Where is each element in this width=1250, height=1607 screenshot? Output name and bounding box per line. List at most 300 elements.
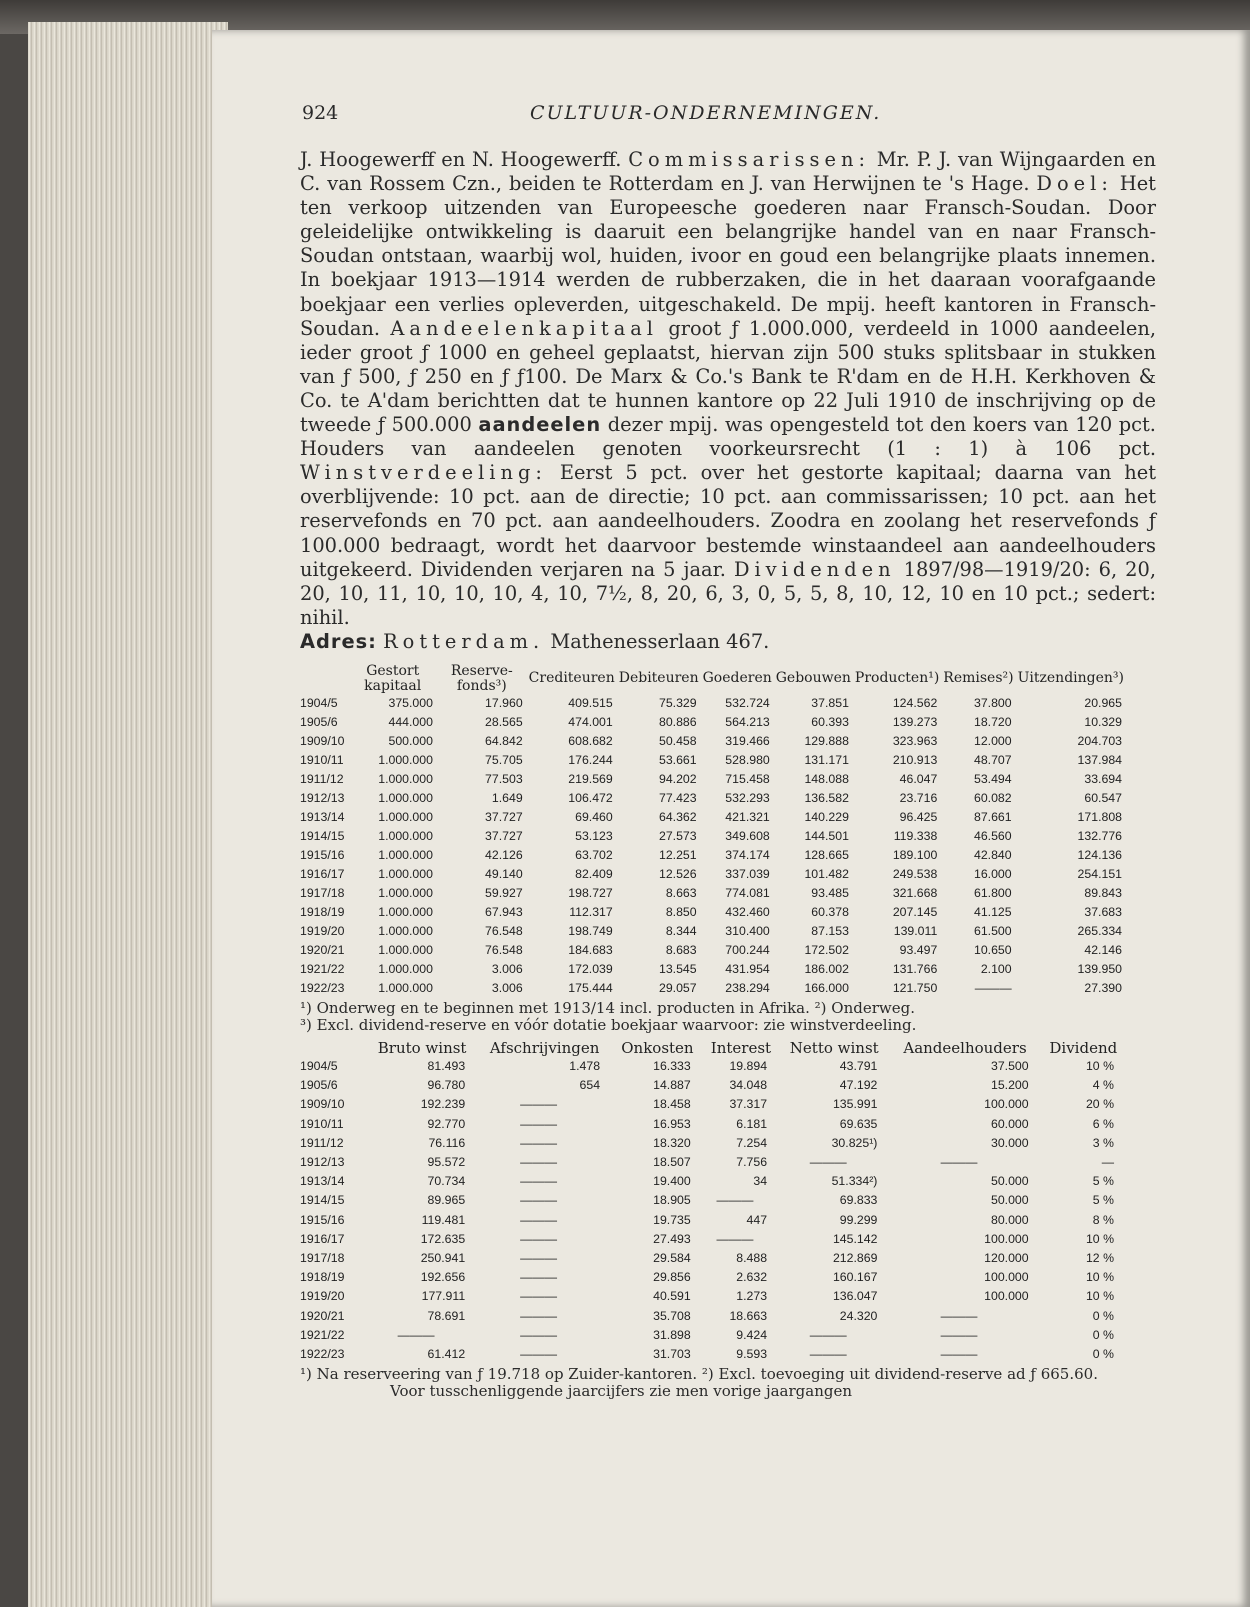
- year-cell: 1912/13: [300, 790, 345, 805]
- value-cell: 100.000: [984, 1270, 1029, 1285]
- winstverdeeling-label: Winstverdeeling:: [300, 461, 547, 485]
- value-cell: 94.202: [658, 771, 697, 786]
- value-cell: 1.000.000: [378, 771, 433, 786]
- value-cell: 77.423: [658, 790, 697, 805]
- value-cell: 27.493: [653, 1231, 691, 1246]
- profit-row: [300, 1095, 1126, 1114]
- adres-city: Rotterdam.: [383, 629, 545, 653]
- value-cell: 8.850: [665, 904, 697, 919]
- value-cell: 29.584: [653, 1251, 691, 1265]
- value-cell: 51.334²): [831, 1174, 878, 1189]
- value-cell: 106.472: [568, 790, 613, 805]
- year-cell: 1914/15: [300, 828, 345, 843]
- value-cell: 192.239: [420, 1097, 466, 1112]
- value-cell: 80.000: [990, 1212, 1029, 1227]
- value-cell: 80.886: [658, 714, 697, 729]
- value-cell: 4 %: [1092, 1078, 1114, 1093]
- value-cell: 204.703: [1077, 733, 1122, 748]
- profit-row: [300, 1326, 1126, 1345]
- value-cell: 124.136: [1077, 847, 1122, 862]
- profit-row: [300, 1076, 1126, 1095]
- dividenden-label: Dividenden: [733, 557, 896, 581]
- column-header: Gestort kapitaal: [364, 662, 422, 694]
- value-cell: 13.545: [658, 961, 697, 976]
- year-cell: 1922/23: [300, 980, 345, 995]
- year-cell: 1919/20: [300, 923, 345, 938]
- value-cell: 172.635: [420, 1231, 466, 1246]
- value-cell: 50.458: [658, 733, 697, 748]
- value-cell: 1.000.000: [378, 866, 433, 881]
- value-cell: 18.663: [729, 1308, 768, 1323]
- value-cell: 9.424: [736, 1327, 768, 1342]
- value-cell: 409.515: [568, 695, 613, 710]
- value-cell: 219.569: [568, 771, 613, 786]
- value-cell: 69.635: [839, 1116, 878, 1131]
- value-cell: 198.727: [568, 885, 613, 900]
- value-cell: 8.488: [736, 1251, 768, 1265]
- footer-note: Voor tusschenliggende jaarcijfers zie men vorige jaargangen: [390, 1382, 852, 1401]
- value-cell: 2.100: [980, 961, 1012, 976]
- dividenden-text: 1897/98—1919/20: 6, 20, 20, 10, 11, 10, 10, 10, 4, 10, 7½, 8, 20, 6, 3, 0, 5, 5, 8, 10, 12, 10 en 10 pct.; sedert: nihil.: [300, 557, 1157, 629]
- value-cell: 10.650: [973, 942, 1012, 957]
- year-cell: 1909/10: [300, 1097, 345, 1112]
- value-cell: 48.707: [973, 752, 1012, 767]
- balance-row: [300, 827, 1126, 846]
- balance-row: [300, 732, 1126, 751]
- value-cell: 99.299: [839, 1212, 878, 1227]
- value-cell: 15.200: [990, 1078, 1029, 1093]
- value-cell: 375.000: [388, 695, 433, 710]
- balance-table-body: [300, 694, 1126, 998]
- value-cell: 608.682: [568, 733, 613, 748]
- year-cell: 1917/18: [300, 885, 345, 900]
- value-cell: 89.965: [427, 1193, 466, 1208]
- value-cell: 76.548: [485, 923, 523, 938]
- value-cell: 166.000: [804, 980, 849, 995]
- value-cell: 34.048: [729, 1078, 768, 1093]
- value-cell: 37.727: [485, 828, 523, 843]
- balance-row: [300, 713, 1126, 732]
- value-cell: 53.494: [973, 771, 1012, 786]
- value-cell: ———: [520, 1154, 558, 1169]
- column-header: Aandeelhouders: [903, 1038, 1027, 1057]
- year-cell: 1905/6: [300, 714, 338, 729]
- value-cell: 136.582: [804, 790, 849, 805]
- value-cell: 119.481: [421, 1212, 466, 1227]
- column-header: [300, 664, 348, 694]
- value-cell: 43.791: [839, 1058, 878, 1073]
- column-header: Gebouwen: [775, 670, 851, 687]
- value-cell: 10 %: [1085, 1289, 1114, 1304]
- value-cell: 137.984: [1077, 752, 1122, 767]
- value-cell: 8.683: [665, 942, 697, 957]
- value-cell: 81.493: [427, 1058, 466, 1073]
- value-cell: 41.125: [973, 904, 1012, 919]
- year-cell: 1904/5: [300, 695, 338, 710]
- value-cell: 184.683: [568, 942, 613, 957]
- value-cell: ———: [940, 1327, 978, 1342]
- value-cell: 64.842: [485, 733, 523, 748]
- balance-row: [300, 808, 1126, 827]
- value-cell: 2.632: [736, 1270, 768, 1285]
- value-cell: 0 %: [1092, 1308, 1114, 1323]
- value-cell: ———: [520, 1212, 558, 1227]
- value-cell: 310.400: [725, 923, 770, 938]
- footnote-line: ¹) Na reserveering van ƒ 19.718 op Zuider-kantoren. ²) Excl. toevoeging uit dividend-reserve ad ƒ 665.60.: [300, 1365, 1098, 1384]
- value-cell: 24.320: [839, 1308, 878, 1323]
- kapitaal-text: groot ƒ 1.000.000, verdeeld in 1000 aandeelen, ieder groot ƒ 1000 en geheel geplaatst, hiervan zijn 500 stuks splitsbaar in stukken van ƒ 500, ƒ 250 en ƒ ƒ100. De Marx & Co.'s Bank te R'dam en de H.H. Kerkhoven & Co. te A'dam berichtten dat te hunnen kantore op 22 Juli 1910 de inschrijving op de tweede ƒ 500.000: [300, 316, 1156, 437]
- value-cell: 12.000: [973, 733, 1012, 748]
- value-cell: 1.000.000: [378, 809, 433, 824]
- value-cell: 10 %: [1085, 1231, 1114, 1246]
- year-cell: 1918/19: [300, 904, 345, 919]
- balance-row: [300, 751, 1126, 770]
- value-cell: 59.927: [485, 885, 523, 900]
- value-cell: 50.000: [990, 1174, 1029, 1189]
- year-cell: 1912/13: [300, 1154, 345, 1169]
- value-cell: 715.458: [725, 771, 770, 786]
- year-cell: 1921/22: [300, 961, 345, 976]
- value-cell: 8.663: [665, 885, 697, 900]
- value-cell: 210.913: [892, 752, 938, 767]
- value-cell: 207.145: [892, 904, 938, 919]
- profit-row: [300, 1287, 1126, 1306]
- value-cell: 33.694: [1084, 771, 1122, 786]
- value-cell: 20 %: [1085, 1097, 1114, 1112]
- kapitaal-label: Aandeelenkapitaal: [390, 316, 659, 340]
- value-cell: 7.254: [736, 1135, 768, 1150]
- value-cell: 6 %: [1092, 1116, 1114, 1131]
- value-cell: 1.273: [736, 1289, 768, 1304]
- value-cell: 61.412: [427, 1347, 466, 1362]
- value-cell: 19.400: [653, 1174, 691, 1189]
- value-cell: 145.142: [832, 1231, 878, 1246]
- value-cell: 192.656: [420, 1270, 466, 1285]
- value-cell: 16.333: [653, 1058, 691, 1073]
- value-cell: 186.002: [804, 961, 849, 976]
- year-cell: 1917/18: [300, 1251, 345, 1265]
- balance-row: [300, 694, 1126, 713]
- value-cell: 19.894: [729, 1058, 768, 1073]
- value-cell: 700.244: [725, 942, 770, 957]
- column-header: Crediteuren: [528, 670, 615, 687]
- year-cell: 1919/20: [300, 1289, 345, 1304]
- value-cell: 249.538: [892, 866, 938, 881]
- value-cell: 1.649: [491, 790, 523, 805]
- value-cell: ———: [520, 1174, 558, 1189]
- value-cell: 3.006: [491, 961, 523, 976]
- profit-row: [300, 1172, 1126, 1191]
- value-cell: ———: [974, 980, 1012, 995]
- value-cell: 27.573: [658, 828, 697, 843]
- value-cell: 75.329: [658, 695, 697, 710]
- year-cell: 1920/21: [300, 1308, 345, 1323]
- value-cell: 82.409: [575, 866, 613, 881]
- year-cell: 1915/16: [300, 847, 345, 862]
- directors-text: J. Hoogewerff en N. Hoogewerff.: [300, 148, 622, 171]
- year-cell: 1910/11: [300, 752, 344, 767]
- value-cell: 1.000.000: [378, 942, 433, 957]
- value-cell: 528.980: [725, 752, 770, 767]
- footnote-line: ³) Excl. dividend-reserve en vóór dotatie boekjaar waarvoor: zie winstverdeeling.: [300, 1015, 917, 1034]
- value-cell: 42.146: [1084, 942, 1122, 957]
- value-cell: 176.244: [568, 752, 613, 767]
- column-header: Netto winst: [789, 1038, 879, 1057]
- value-cell: 3.006: [491, 980, 523, 995]
- value-cell: 18.320: [653, 1135, 691, 1150]
- value-cell: 119.338: [893, 828, 938, 843]
- value-cell: 1.000.000: [378, 961, 433, 976]
- value-cell: 16.000: [973, 866, 1012, 881]
- value-cell: 53.661: [658, 752, 697, 767]
- value-cell: 42.126: [485, 847, 523, 862]
- value-cell: 6.181: [736, 1116, 768, 1131]
- profit-row: [300, 1307, 1126, 1326]
- value-cell: 5 %: [1092, 1193, 1114, 1208]
- value-cell: 212.869: [832, 1251, 878, 1265]
- column-header: Producten¹): [854, 670, 940, 687]
- value-cell: ———: [520, 1270, 558, 1285]
- value-cell: 654: [579, 1078, 601, 1093]
- value-cell: 532.724: [725, 695, 770, 710]
- value-cell: 7.756: [736, 1154, 768, 1169]
- value-cell: 1.000.000: [378, 828, 433, 843]
- value-cell: ———: [940, 1154, 978, 1169]
- column-header: Debiteuren: [618, 670, 699, 687]
- running-title: CULTUUR-ONDERNEMINGEN.: [530, 102, 882, 124]
- value-cell: 447: [746, 1212, 768, 1227]
- value-cell: 20.965: [1084, 695, 1122, 710]
- value-cell: 37.851: [811, 695, 849, 710]
- value-cell: 128.665: [804, 847, 849, 862]
- year-cell: 1922/23: [300, 1347, 345, 1362]
- value-cell: 37.500: [990, 1058, 1029, 1073]
- value-cell: 1.000.000: [378, 847, 433, 862]
- value-cell: 774.081: [725, 885, 770, 900]
- balance-row: [300, 903, 1126, 922]
- page-content: [300, 102, 1156, 1400]
- value-cell: ———: [520, 1347, 558, 1362]
- company-description: [300, 148, 1156, 654]
- value-cell: 60.547: [1084, 790, 1122, 805]
- value-cell: ———: [520, 1116, 558, 1131]
- value-cell: ———: [520, 1327, 558, 1342]
- value-cell: 474.001: [568, 714, 613, 729]
- adres-label: Adres:: [300, 629, 377, 653]
- value-cell: 131.766: [892, 961, 938, 976]
- value-cell: 9.593: [736, 1347, 768, 1362]
- balance-row: [300, 865, 1126, 884]
- value-cell: 198.749: [568, 923, 613, 938]
- value-cell: 265.334: [1077, 923, 1122, 938]
- profit-row: [300, 1249, 1126, 1268]
- value-cell: ———: [520, 1193, 558, 1208]
- value-cell: 444.000: [388, 714, 433, 729]
- balance-row: [300, 922, 1126, 941]
- profit-row: [300, 1268, 1126, 1287]
- value-cell: 172.502: [804, 942, 849, 957]
- value-cell: 374.174: [725, 847, 770, 862]
- emission-text: dezer mpij. was opengesteld tot den koers van 120 pct. Houders van aandeelen genoten voorkeursrecht (1 : 1) à 106 pct.: [300, 413, 1156, 461]
- value-cell: 40.591: [653, 1289, 691, 1304]
- year-cell: 1909/10: [300, 733, 345, 748]
- year-cell: 1913/14: [300, 809, 345, 824]
- value-cell: 129.888: [804, 733, 849, 748]
- value-cell: 532.293: [725, 790, 770, 805]
- value-cell: 14.887: [653, 1078, 691, 1093]
- value-cell: 3 %: [1092, 1135, 1114, 1150]
- value-cell: 349.608: [725, 828, 770, 843]
- value-cell: 564.213: [725, 714, 770, 729]
- profit-row: [300, 1153, 1126, 1172]
- year-cell: 1911/12: [300, 771, 344, 786]
- value-cell: 77.503: [485, 771, 523, 786]
- balance-row: [300, 789, 1126, 808]
- value-cell: 323.963: [892, 733, 938, 748]
- value-cell: 35.708: [653, 1308, 691, 1323]
- year-cell: 1916/17: [300, 1231, 345, 1246]
- value-cell: 30.825¹): [831, 1135, 878, 1150]
- value-cell: 10 %: [1085, 1058, 1114, 1073]
- value-cell: 87.661: [973, 809, 1012, 824]
- value-cell: 60.393: [811, 714, 849, 729]
- value-cell: 95.572: [427, 1154, 466, 1169]
- value-cell: 63.702: [575, 847, 613, 862]
- value-cell: 64.362: [658, 809, 697, 824]
- value-cell: 1.000.000: [378, 980, 433, 995]
- column-header: [300, 1040, 367, 1057]
- value-cell: 250.941: [420, 1251, 466, 1265]
- value-cell: 47.192: [839, 1078, 878, 1093]
- value-cell: 121.750: [892, 980, 938, 995]
- balance-table: [300, 664, 1126, 998]
- column-header: Reserve-fonds³): [450, 662, 513, 694]
- column-header: Interest: [710, 1038, 772, 1057]
- value-cell: 27.390: [1084, 980, 1122, 995]
- column-header: Goederen: [702, 670, 772, 687]
- value-cell: ———: [520, 1251, 558, 1265]
- commissarissen-text: Mr. P. J. van Wijngaarden en C. van Rossem Czn., beiden te Rotterdam en J. van Herwijnen te 's Hage.: [300, 148, 1156, 196]
- value-cell: 18.720: [973, 714, 1012, 729]
- value-cell: 172.039: [568, 961, 613, 976]
- winstverdeeling-text: Eerst 5 pct. over het gestorte kapitaal; daarna van het overblijvende: 10 pct. aan de directie; 10 pct. aan commissarissen; 10 pct. aan het reservefonds en 70 pct. aan aandeelhouders. Zoodra en zoolang het reservefonds ƒ 100.000 bedraagt, wordt het daarvoor bestemde winstaandeel aan aandeelhouders uitgekeerd. Dividenden verjaren na 5 jaar.: [300, 461, 1156, 581]
- value-cell: ———: [809, 1154, 847, 1169]
- value-cell: 76.548: [485, 942, 523, 957]
- page-number: 924: [302, 102, 339, 124]
- value-cell: 42.840: [973, 847, 1012, 862]
- value-cell: 120.000: [984, 1251, 1029, 1265]
- value-cell: 100.000: [984, 1231, 1029, 1246]
- doel-text: Het ten verkoop uitzenden van Europeesche goederen naar Fransch-Soudan. Door geleidelijke ontwikkeling is daaruit een belangrijke handel van en naar Fransch-Soudan ontstaan, waarbij wol, huiden, ivoor en goud een belangrijke plaats innemen. In boekjaar 1913—1914 werden de rubberzaken, die in het daaraan voorafgaande boekjaar een verlies opleverden, uitgeschakeld. De mpij. heeft kantoren in Fransch-Soudan.: [300, 172, 1156, 340]
- profit-footnotes: [300, 1366, 1156, 1400]
- value-cell: 431.954: [725, 961, 770, 976]
- value-cell: ———: [940, 1308, 978, 1323]
- balance-row: [300, 941, 1126, 960]
- value-cell: 136.047: [832, 1289, 878, 1304]
- value-cell: 189.100: [892, 847, 938, 862]
- value-cell: 1.000.000: [378, 885, 433, 900]
- value-cell: 37.727: [485, 809, 523, 824]
- value-cell: 144.501: [804, 828, 849, 843]
- value-cell: 87.153: [811, 923, 849, 938]
- profit-row: [300, 1345, 1126, 1364]
- balance-table-header: [300, 664, 1126, 694]
- profit-table-header: [300, 1040, 1126, 1057]
- value-cell: ———: [520, 1135, 558, 1150]
- value-cell: 139.950: [1077, 961, 1122, 976]
- value-cell: 139.011: [893, 923, 938, 938]
- profit-row: [300, 1191, 1126, 1210]
- profit-row: [300, 1230, 1126, 1249]
- aandeelen-bold: aandeelen: [478, 413, 602, 437]
- value-cell: ———: [397, 1327, 435, 1342]
- value-cell: ———: [809, 1327, 847, 1342]
- value-cell: ———: [809, 1347, 847, 1362]
- value-cell: 254.151: [1077, 866, 1122, 881]
- value-cell: 78.691: [427, 1308, 466, 1323]
- value-cell: 0 %: [1092, 1347, 1114, 1362]
- page-edges: [28, 22, 228, 1607]
- value-cell: 0 %: [1092, 1327, 1114, 1342]
- page-header: [300, 102, 1156, 134]
- value-cell: 16.953: [653, 1116, 691, 1131]
- value-cell: 60.000: [990, 1116, 1029, 1131]
- value-cell: 319.466: [725, 733, 770, 748]
- value-cell: 171.808: [1077, 809, 1122, 824]
- value-cell: 12 %: [1085, 1251, 1114, 1265]
- year-cell: 1920/21: [300, 942, 345, 957]
- value-cell: 93.485: [811, 885, 849, 900]
- value-cell: 18.458: [653, 1097, 691, 1112]
- footnote-line: ¹) Onderweg en te beginnen met 1913/14 incl. producten in Afrika. ²) Onderweg.: [300, 998, 915, 1017]
- column-header: Onkosten: [621, 1038, 694, 1057]
- value-cell: 124.562: [892, 695, 938, 710]
- profit-row: [300, 1115, 1126, 1134]
- value-cell: 93.497: [899, 942, 938, 957]
- value-cell: 238.294: [725, 980, 770, 995]
- value-cell: 37.800: [973, 695, 1012, 710]
- value-cell: 50.000: [990, 1193, 1029, 1208]
- value-cell: 76.116: [428, 1135, 466, 1150]
- year-cell: 1921/22: [300, 1327, 345, 1342]
- value-cell: 61.800: [973, 885, 1012, 900]
- value-cell: 160.167: [832, 1270, 878, 1285]
- value-cell: 75.705: [485, 752, 523, 767]
- column-header: Dividend: [1049, 1038, 1118, 1057]
- value-cell: ———: [940, 1347, 978, 1362]
- value-cell: 19.735: [653, 1212, 691, 1227]
- value-cell: 135.991: [832, 1097, 878, 1112]
- value-cell: 92.770: [427, 1116, 466, 1131]
- value-cell: 421.321: [725, 809, 770, 824]
- balance-row: [300, 770, 1126, 789]
- value-cell: 34: [753, 1174, 768, 1189]
- value-cell: 60.378: [811, 904, 849, 919]
- balance-row: [300, 884, 1126, 903]
- profit-row: [300, 1211, 1126, 1230]
- value-cell: 67.943: [485, 904, 523, 919]
- value-cell: 37.317: [729, 1097, 768, 1112]
- value-cell: ———: [716, 1231, 754, 1246]
- value-cell: 69.833: [839, 1193, 878, 1208]
- value-cell: 10 %: [1085, 1270, 1114, 1285]
- value-cell: 31.898: [653, 1327, 691, 1342]
- value-cell: 1.000.000: [378, 790, 433, 805]
- year-cell: 1918/19: [300, 1270, 345, 1285]
- value-cell: 61.500: [973, 923, 1012, 938]
- value-cell: 70.734: [427, 1174, 466, 1189]
- value-cell: 12.526: [658, 866, 697, 881]
